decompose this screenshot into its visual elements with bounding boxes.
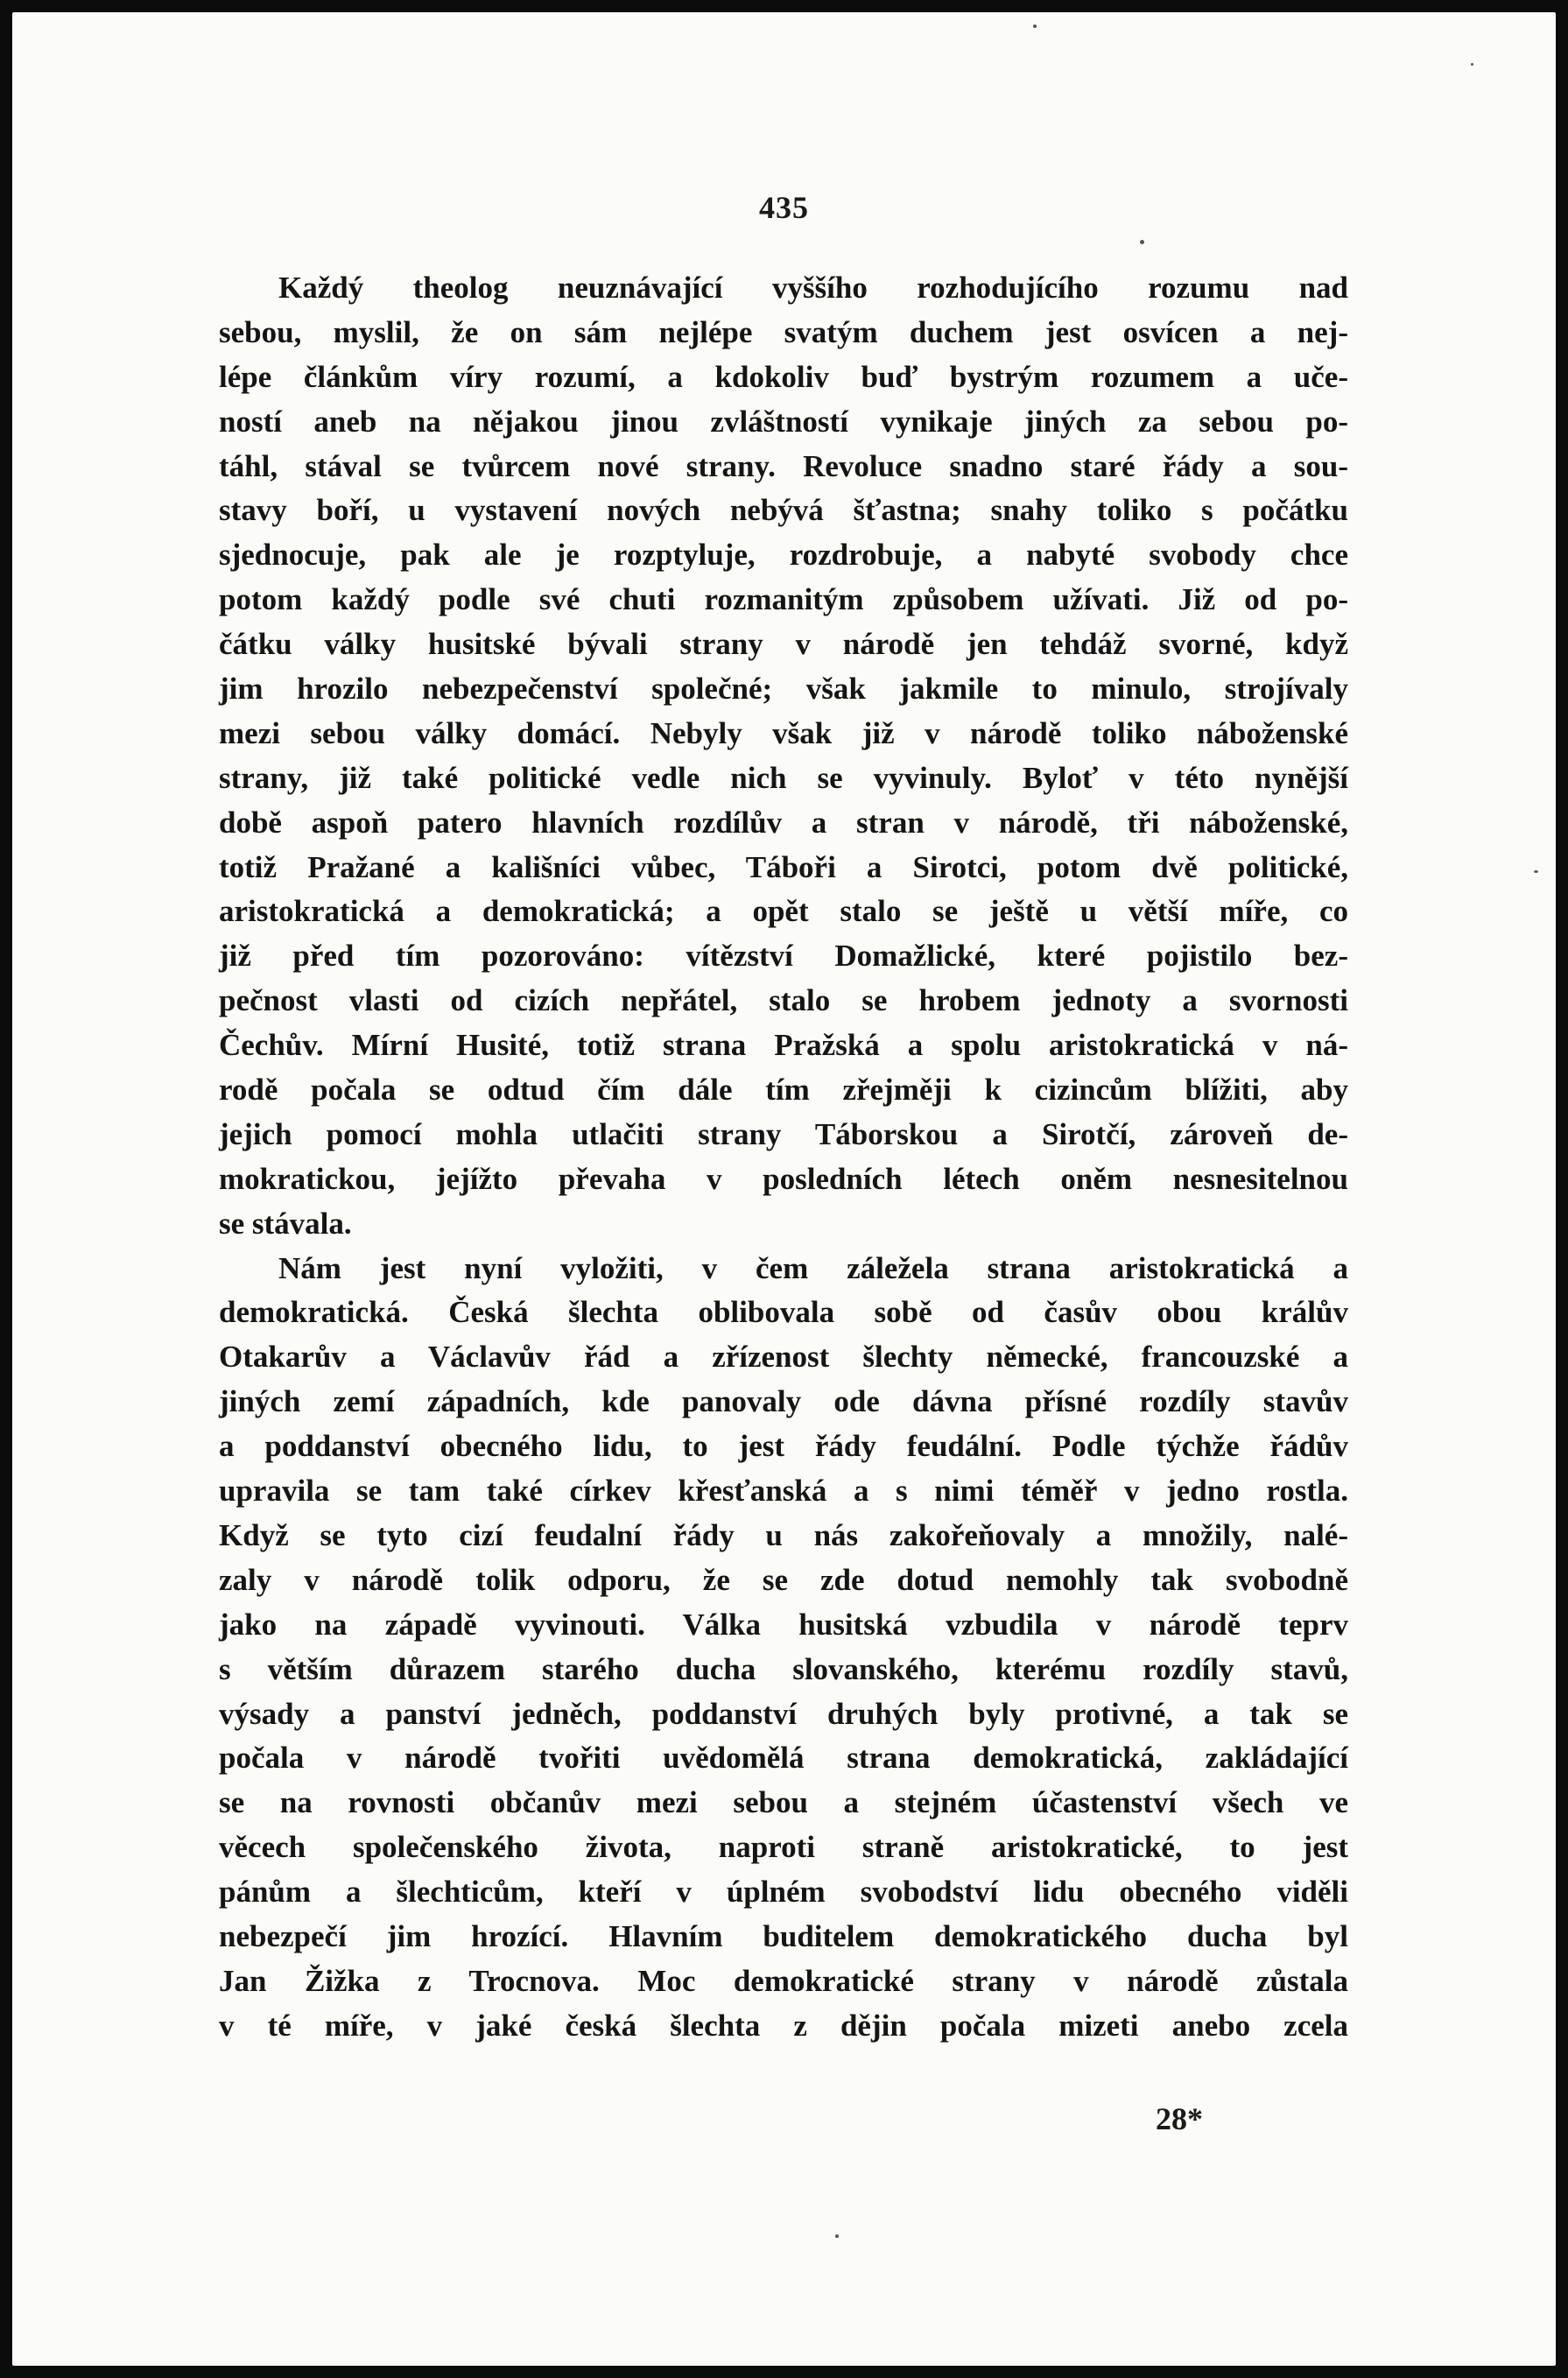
text-line: mezi sebou války domácí. Nebyly však již v národě toliko náboženské xyxy=(219,715,1348,750)
text-line: sjednocuje, pak ale je rozptyluje, rozdrobuje, a nabyté svobody chce xyxy=(219,538,1348,573)
text-line: věcech společenského života, naproti straně aristokratické, to jest xyxy=(219,1830,1348,1865)
paragraph-1 xyxy=(219,266,1348,1247)
text-line: pečnost vlasti od cizích nepřátel, stalo se hrobem jednoty a svornosti xyxy=(219,983,1348,1018)
text-line: jim hrozilo nebezpečenství společné; však jakmile to minulo, strojívaly xyxy=(219,672,1348,707)
paper-speck xyxy=(1534,870,1538,873)
text-line: Každý theolog neuznávající vyššího rozhodujícího rozumu nad xyxy=(278,271,1348,305)
text-line: nebezpečí jim hrozící. Hlavním buditelem demokratického ducha byl xyxy=(219,1918,1348,1953)
text-line: počala v národě tvořiti uvědomělá strana demokratická, zakládající xyxy=(219,1741,1348,1776)
text-line: strany, již také politické vedle nich se vyvinuly. Byloť v této nynější xyxy=(219,760,1348,795)
text-line: ností aneb na nějakou jinou zvláštností vynikaje jiných za sebou po- xyxy=(219,404,1348,439)
paper-speck xyxy=(1140,240,1144,244)
text-line: se stávala. xyxy=(219,1206,352,1241)
text-line: demokratická. Česká šlechta oblibovala sobě od časův obou králův xyxy=(219,1295,1348,1330)
text-line: zaly v národě tolik odporu, že se zde dotud nemohly tak svobodně xyxy=(219,1562,1348,1597)
text-line: v té míře, v jaké česká šlechta z dějin počala mizeti anebo zcela xyxy=(219,2008,1348,2043)
text-line: jejich pomocí mohla utlačiti strany Táborskou a Sirotčí, zároveň de- xyxy=(219,1116,1348,1151)
text-line: jako na západě vyvinouti. Válka husitská vzbudila v národě teprv xyxy=(219,1607,1348,1642)
text-line: a poddanství obecného lidu, to jest řády feudální. Podle týchže řádův xyxy=(219,1429,1348,1464)
book-page xyxy=(12,12,1556,2366)
text-line: Čechův. Mírní Husité, totiž strana Pražská a spolu aristokratická v ná- xyxy=(219,1028,1348,1063)
text-line: potom každý podle své chuti rozmanitým způsobem užívati. Již od po- xyxy=(219,582,1348,617)
paper-speck xyxy=(835,2234,839,2238)
text-line: se na rovnosti občanův mezi sebou a stejném účastenství všech ve xyxy=(219,1785,1348,1820)
paper-speck xyxy=(1033,25,1037,28)
page-number: 435 xyxy=(759,190,809,225)
text-line: táhl, stával se tvůrcem nové strany. Revoluce snadno staré řády a sou- xyxy=(219,448,1348,483)
text-line: upravila se tam také církev křesťanská a s nimi téměř v jedno rostla. xyxy=(219,1474,1348,1509)
text-line: době aspoň patero hlavních rozdílův a stran v národě, tři náboženské, xyxy=(219,805,1348,840)
text-line: stavy boří, u vystavení nových nebývá šťastna; snahy toliko s počátku xyxy=(219,493,1348,528)
text-line: Otakarův a Václavův řád a zřízenost šlechty německé, francouzské a xyxy=(219,1340,1348,1375)
text-line: již před tím pozorováno: vítězství Domažlické, které pojistilo bez- xyxy=(219,939,1348,974)
text-line: sebou, myslil, že on sám nejlépe svatým duchem jest osvícen a nej- xyxy=(219,314,1348,349)
text-line: mokratickou, jejížto převaha v posledních létech oněm nesnesitelnou xyxy=(219,1161,1348,1196)
text-line: rodě počala se odtud čím dále tím zřejměji k cizincům blížiti, aby xyxy=(219,1073,1348,1108)
body-text xyxy=(219,266,1348,2049)
text-line: Když se tyto cizí feudalní řády u nás zakořeňovaly a množily, nalé- xyxy=(219,1517,1348,1552)
text-line: Jan Žižka z Trocnova. Moc demokratické strany v národě zůstala xyxy=(219,1963,1348,1998)
paragraph-2 xyxy=(219,1247,1348,2049)
paper-speck xyxy=(1471,63,1473,66)
text-line: lépe článkům víry rozumí, a kdokoliv buď bystrým rozumem a uče- xyxy=(219,359,1348,394)
text-line: aristokratická a demokratická; a opět stalo se ještě u větší míře, co xyxy=(219,894,1348,929)
text-line: s větším důrazem starého ducha slovanského, kterému rozdíly stavů, xyxy=(219,1651,1348,1686)
text-line: pánům a šlechticům, kteří v úplném svobodství lidu obecného viděli xyxy=(219,1875,1348,1910)
text-line: jiných zemí západních, kde panovaly ode dávna přísné rozdíly stavův xyxy=(219,1384,1348,1419)
text-line: totiž Pražané a kališníci vůbec, Táboři a Sirotci, potom dvě politické, xyxy=(219,849,1348,884)
signature-mark: 28* xyxy=(1156,2101,1203,2136)
text-line: Nám jest nyní vyložiti, v čem záležela strana aristokratická a xyxy=(278,1250,1348,1285)
text-line: výsady a panství jedněch, poddanství druhých byly protivné, a tak se xyxy=(219,1696,1348,1731)
text-line: čátku války husitské bývali strany v národě jen tehdáž svorné, když xyxy=(219,627,1348,662)
